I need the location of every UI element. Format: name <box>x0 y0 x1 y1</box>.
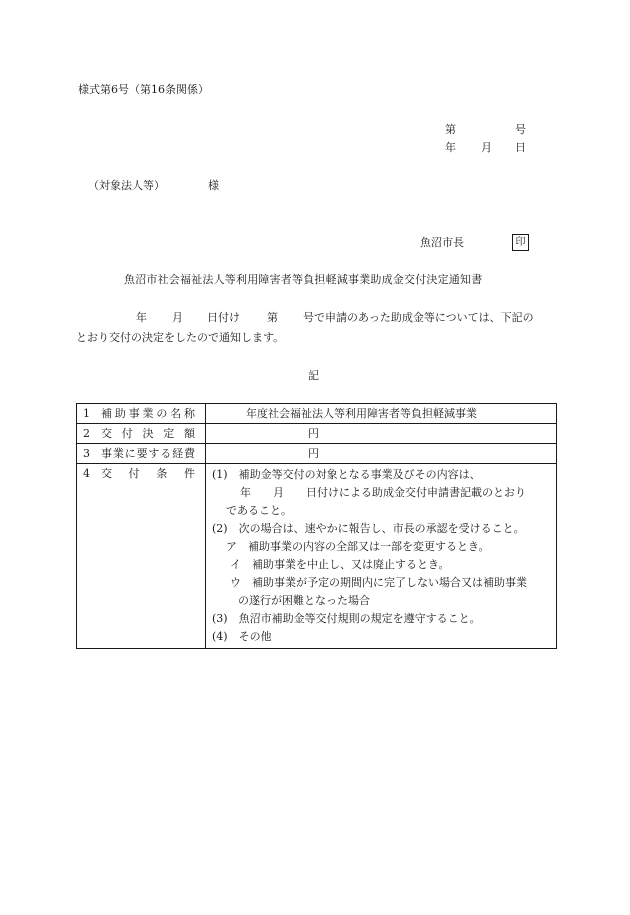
row-number: 2 <box>83 427 90 440</box>
recipient-label: （対象法人等） <box>88 179 165 192</box>
condition-line: (2) 次の場合は、速やかに報告し、市長の承認を受けること。 <box>212 522 525 535</box>
condition-line: であること。 <box>226 504 292 517</box>
row-label-grant-amount <box>77 424 206 444</box>
body-line1-text: 号で申請のあった助成金等については、下記の <box>303 311 534 324</box>
row-label: 事業に要する経費 <box>101 447 195 460</box>
row-label-project-cost <box>77 444 206 464</box>
row-value-conditions <box>206 464 557 649</box>
date-day-label: 日 <box>515 141 526 154</box>
condition-line: (4) その他 <box>212 630 272 643</box>
table-row <box>77 404 557 424</box>
row-value-grant-amount <box>206 424 557 444</box>
condition-line: ウ 補助事業が予定の期間内に完了しない場合又は補助事業 <box>230 576 527 589</box>
body-number-prefix: 第 <box>267 311 278 324</box>
table-row <box>77 444 557 464</box>
row-label: 交付決定額 <box>101 427 195 440</box>
row-number: 4 <box>83 467 90 480</box>
condition-line: の遂行が困難となった場合 <box>238 594 370 607</box>
document-number-prefix: 第 <box>445 123 456 136</box>
body-year: 年 <box>136 311 147 324</box>
date-month-label: 月 <box>481 141 492 154</box>
body-month: 月 <box>172 311 183 324</box>
condition-line: 年 月 日付けによる助成金交付申請書記載のとおり <box>240 486 526 499</box>
row-value-project-name <box>206 404 557 424</box>
ki-heading: 記 <box>308 369 319 382</box>
form-number: 様式第6号（第16条関係） <box>78 83 209 96</box>
grant-amount-unit: 円 <box>308 427 319 440</box>
condition-line: ア 補助事業の内容の全部又は一部を変更するとき。 <box>226 540 490 553</box>
row-label: 交付条件 <box>101 467 195 480</box>
row-label: 補助事業の名称 <box>101 407 195 420</box>
document-number-suffix: 号 <box>515 123 526 136</box>
condition-line: (3) 魚沼市補助金等交付規則の規定を遵守すること。 <box>212 612 481 625</box>
document-title: 魚沼市社会福祉法人等利用障害者等負担軽減事業助成金交付決定通知書 <box>124 273 483 286</box>
project-cost-unit: 円 <box>308 447 319 460</box>
project-name-value: 年度社会福祉法人等利用障害者等負担軽減事業 <box>246 407 477 420</box>
body-paragraph-line-2: とおり交付の決定をしたので通知します。 <box>76 331 285 344</box>
row-number: 3 <box>83 447 90 460</box>
body-day-suffix: 日付け <box>207 311 240 324</box>
table-row <box>77 424 557 444</box>
seal-mark: 印 <box>512 234 529 251</box>
row-number: 1 <box>83 407 90 420</box>
grant-details-table <box>76 403 557 649</box>
recipient-honorific: 様 <box>208 179 219 192</box>
row-value-project-cost <box>206 444 557 464</box>
condition-line: イ 補助事業を中止し、又は廃止するとき。 <box>230 558 450 571</box>
row-label-conditions <box>77 464 206 649</box>
issuer-name: 魚沼市長 <box>420 236 464 249</box>
row-label-project-name <box>77 404 206 424</box>
date-year-label: 年 <box>445 141 456 154</box>
condition-line: (1) 補助金等交付の対象となる事業及びその内容は、 <box>212 468 481 481</box>
table-row <box>77 464 557 649</box>
